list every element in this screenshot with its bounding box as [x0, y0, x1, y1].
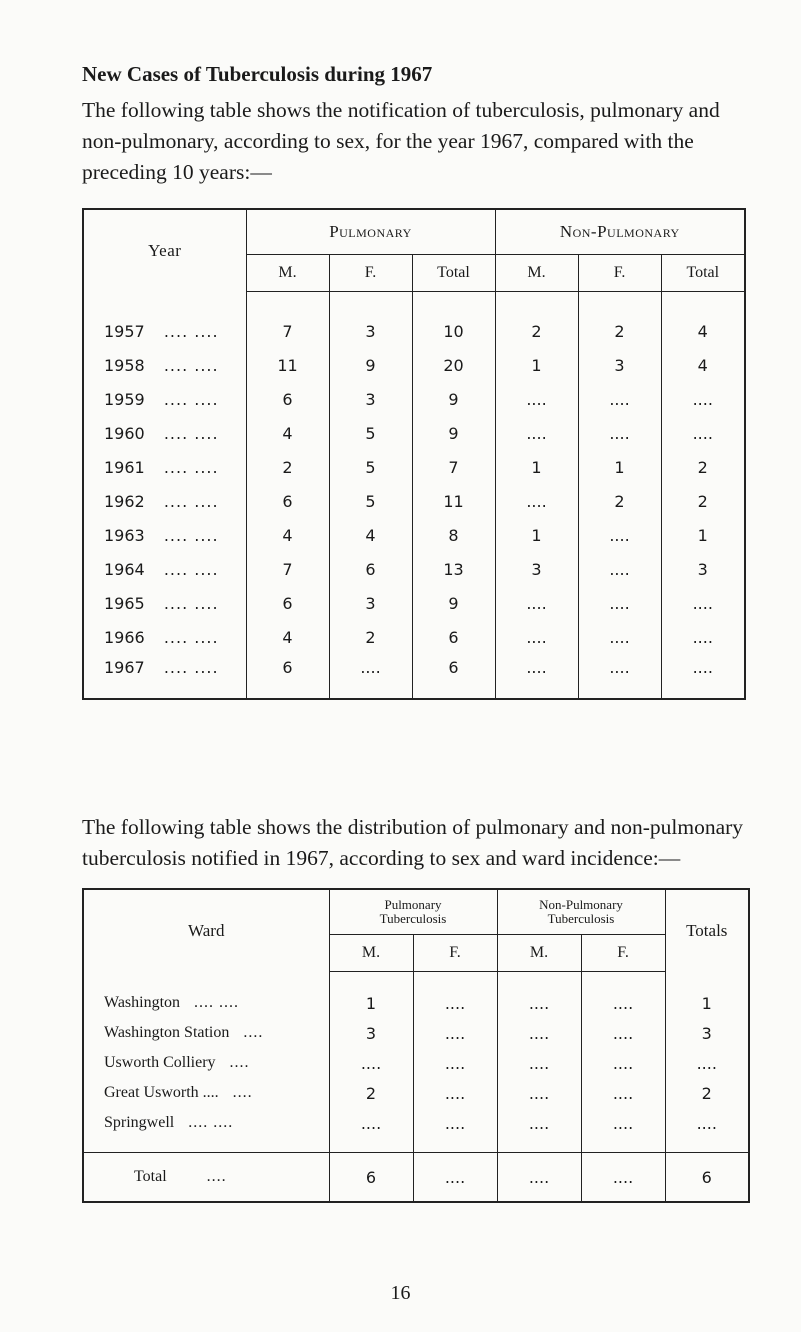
leader-dots: ....	[243, 1024, 264, 1041]
table-row	[83, 586, 745, 620]
total-row	[83, 1153, 749, 1203]
table-cell: ....	[578, 552, 661, 586]
tuberculosis-by-year-table	[82, 208, 746, 700]
table-cell: ....	[661, 416, 745, 450]
table-cell: ....	[495, 382, 578, 416]
table-cell: 10	[412, 314, 495, 348]
year-cell	[83, 484, 246, 518]
table-cell: 6	[246, 654, 329, 699]
table-row	[83, 1048, 749, 1078]
table-cell: ....	[578, 416, 661, 450]
table-cell: ....	[578, 518, 661, 552]
ward-non-pulmonary-male-header: M.	[497, 935, 581, 972]
year-cell	[83, 450, 246, 484]
leader-dots: .... ....	[163, 627, 219, 647]
leader-dots: .... ....	[188, 1114, 234, 1131]
table-cell: ....	[495, 586, 578, 620]
leader-dots: .... ....	[163, 457, 219, 477]
table-cell: 13	[412, 552, 495, 586]
table-cell: 3	[578, 348, 661, 382]
ward-name: Great Usworth ....	[104, 1084, 219, 1101]
table-cell: 2	[578, 484, 661, 518]
ward-cell	[83, 1078, 329, 1108]
table-cell: 7	[246, 552, 329, 586]
year-cell	[83, 382, 246, 416]
table-cell: ....	[578, 586, 661, 620]
ward-non-pulmonary-female-header: F.	[581, 935, 665, 972]
leader-dots: .... ....	[163, 658, 219, 677]
year-cell	[83, 586, 246, 620]
pulmonary-tb-group-header	[329, 889, 497, 935]
table-cell: 2	[329, 1078, 413, 1108]
table-cell: 2	[665, 1078, 749, 1108]
year-value: 1965	[104, 593, 145, 613]
table-cell: 6	[246, 586, 329, 620]
table-row	[83, 348, 745, 382]
pulmonary-tb-header-line-1: Pulmonary	[384, 897, 442, 912]
table-cell: ....	[497, 1048, 581, 1078]
year-cell	[83, 654, 246, 699]
table-cell: 3	[329, 586, 412, 620]
table-cell: 4	[329, 518, 412, 552]
year-cell	[83, 620, 246, 654]
leader-dots: ....	[232, 1084, 253, 1101]
year-cell	[83, 314, 246, 348]
leader-dots: ....	[206, 1168, 227, 1185]
table-cell: 6	[246, 382, 329, 416]
table-cell: ....	[497, 1078, 581, 1108]
ward-name: Usworth Colliery	[104, 1054, 216, 1071]
table-cell: 9	[412, 586, 495, 620]
table-cell: ....	[578, 654, 661, 699]
ward-cell	[83, 1108, 329, 1138]
year-value: 1962	[104, 491, 145, 511]
table-cell: 2	[246, 450, 329, 484]
table-cell: 2	[578, 314, 661, 348]
leader-dots: ....	[229, 1054, 250, 1071]
table-cell: 1	[329, 988, 413, 1018]
table-cell: 9	[412, 382, 495, 416]
table-cell: ....	[581, 1048, 665, 1078]
table-cell: 1	[495, 348, 578, 382]
total-cell: 6	[329, 1153, 413, 1203]
ward-cell	[83, 988, 329, 1018]
table-cell: ....	[497, 1108, 581, 1138]
table-row	[83, 654, 745, 699]
table-cell: 11	[412, 484, 495, 518]
table-cell: ....	[329, 1108, 413, 1138]
tuberculosis-by-ward-table	[82, 888, 750, 1203]
leader-dots: .... ....	[194, 994, 240, 1011]
total-cell: ....	[413, 1153, 497, 1203]
page-number: 16	[390, 1282, 411, 1304]
table-cell: 20	[412, 348, 495, 382]
table-cell: 9	[412, 416, 495, 450]
table-row	[83, 382, 745, 416]
table-cell: 4	[661, 314, 745, 348]
year-value: 1964	[104, 559, 145, 579]
table-cell: ....	[413, 1048, 497, 1078]
table-cell: 2	[329, 620, 412, 654]
non-pulmonary-tb-group-header	[497, 889, 665, 935]
year-cell	[83, 552, 246, 586]
table-cell: 9	[329, 348, 412, 382]
pulmonary-tb-header-line-2: Tuberculosis	[379, 911, 447, 926]
table-cell: 3	[661, 552, 745, 586]
table-row	[83, 484, 745, 518]
table-cell: ....	[495, 416, 578, 450]
table-cell: ....	[413, 1078, 497, 1108]
total-label-cell	[83, 1153, 329, 1203]
ward-name: Springwell	[104, 1114, 175, 1131]
table-cell: 3	[329, 1018, 413, 1048]
year-value: 1960	[104, 423, 145, 443]
table-cell: ....	[329, 654, 412, 699]
intro-paragraph-1: The following table shows the notification of tuberculosis, pulmonary and non-pulmonary, according to sex, for the year 1967, compared with the preceding 10 years:—	[82, 98, 720, 184]
table-cell: 5	[329, 484, 412, 518]
leader-dots: .... ....	[163, 593, 219, 613]
table-cell: 4	[246, 518, 329, 552]
year-column-header: Year	[148, 240, 182, 260]
table-cell: 3	[665, 1018, 749, 1048]
year-value: 1963	[104, 525, 145, 545]
table-cell: ....	[495, 654, 578, 699]
page-heading: New Cases of Tuberculosis during 1967	[82, 62, 433, 86]
total-cell: ....	[581, 1153, 665, 1203]
non-pulmonary-male-header: M.	[495, 255, 578, 292]
table-row	[83, 416, 745, 450]
table-cell: 1	[578, 450, 661, 484]
year-cell	[83, 348, 246, 382]
table-cell: 11	[246, 348, 329, 382]
table-cell: 6	[412, 654, 495, 699]
year-value: 1967	[104, 658, 145, 677]
table-row	[83, 518, 745, 552]
table-cell: 6	[412, 620, 495, 654]
ward-name: Washington Station	[104, 1024, 230, 1041]
total-cell: ....	[497, 1153, 581, 1203]
table-cell: ....	[413, 988, 497, 1018]
table-row	[83, 450, 745, 484]
table-cell: ....	[581, 1078, 665, 1108]
table-cell: 3	[329, 382, 412, 416]
spacer-row	[83, 1138, 749, 1153]
table-cell: 5	[329, 416, 412, 450]
year-cell	[83, 518, 246, 552]
table-cell: 3	[329, 314, 412, 348]
year-cell	[83, 416, 246, 450]
table-cell: ....	[661, 654, 745, 699]
table-row	[83, 1108, 749, 1138]
pulmonary-group-header: Pulmonary	[246, 209, 495, 255]
year-value: 1958	[104, 355, 145, 375]
table-cell: ....	[413, 1018, 497, 1048]
table-cell: ....	[665, 1048, 749, 1078]
table-cell: 3	[495, 552, 578, 586]
table-cell: 1	[661, 518, 745, 552]
table-cell: ....	[495, 620, 578, 654]
table-cell: ....	[497, 1018, 581, 1048]
table-cell: ....	[661, 586, 745, 620]
table-cell: 2	[661, 484, 745, 518]
year-value: 1957	[104, 321, 145, 341]
ward-column-header: Ward	[188, 920, 225, 940]
table-cell: 1	[665, 988, 749, 1018]
table-row	[83, 552, 745, 586]
table-cell: ....	[329, 1048, 413, 1078]
table-cell: ....	[581, 1018, 665, 1048]
table-cell: ....	[665, 1108, 749, 1138]
table-cell: 6	[246, 484, 329, 518]
table-row	[83, 620, 745, 654]
table-row	[83, 988, 749, 1018]
table-cell: ....	[581, 988, 665, 1018]
table-cell: 5	[329, 450, 412, 484]
ward-cell	[83, 1018, 329, 1048]
table-cell: 8	[412, 518, 495, 552]
table-cell: 7	[412, 450, 495, 484]
totals-column-header: Totals	[665, 889, 749, 972]
year-value: 1961	[104, 457, 145, 477]
table-cell: 4	[661, 348, 745, 382]
ward-pulmonary-female-header: F.	[413, 935, 497, 972]
non-pulmonary-tb-header-line-1: Non-Pulmonary	[539, 897, 623, 912]
leader-dots: .... ....	[163, 525, 219, 545]
intro-paragraph-2: The following table shows the distribution of pulmonary and non-pulmonary tuberculosis notified in 1967, according to sex and ward incidence:—	[82, 815, 744, 870]
table-row	[83, 314, 745, 348]
total-label: Total	[134, 1168, 167, 1185]
table-cell: 2	[495, 314, 578, 348]
table-cell: 4	[246, 620, 329, 654]
leader-dots: .... ....	[163, 423, 219, 443]
table-row	[83, 1078, 749, 1108]
non-pulmonary-female-header: F.	[578, 255, 661, 292]
table-cell: 2	[661, 450, 745, 484]
ward-name: Washington	[104, 994, 181, 1011]
pulmonary-male-header: M.	[246, 255, 329, 292]
non-pulmonary-tb-header-line-2: Tuberculosis	[547, 911, 615, 926]
table-cell: 1	[495, 450, 578, 484]
non-pulmonary-total-header: Total	[661, 255, 745, 292]
table-cell: 7	[246, 314, 329, 348]
table-cell: ....	[497, 988, 581, 1018]
leader-dots: .... ....	[163, 559, 219, 579]
ward-cell	[83, 1048, 329, 1078]
table-cell: 4	[246, 416, 329, 450]
table-cell: 6	[329, 552, 412, 586]
table-cell: ....	[578, 382, 661, 416]
total-cell: 6	[665, 1153, 749, 1203]
leader-dots: .... ....	[163, 355, 219, 375]
table-cell: ....	[578, 620, 661, 654]
table-cell: ....	[413, 1108, 497, 1138]
pulmonary-total-header: Total	[412, 255, 495, 292]
leader-dots: .... ....	[163, 321, 219, 341]
year-value: 1966	[104, 627, 145, 647]
table-cell: ....	[581, 1108, 665, 1138]
pulmonary-female-header: F.	[329, 255, 412, 292]
table-cell: ....	[495, 484, 578, 518]
year-value: 1959	[104, 389, 145, 409]
table-cell: 1	[495, 518, 578, 552]
table-cell: ....	[661, 620, 745, 654]
ward-pulmonary-male-header: M.	[329, 935, 413, 972]
leader-dots: .... ....	[163, 491, 219, 511]
table-row	[83, 1018, 749, 1048]
table-cell: ....	[661, 382, 745, 416]
leader-dots: .... ....	[163, 389, 219, 409]
non-pulmonary-group-header: Non-Pulmonary	[495, 209, 745, 255]
